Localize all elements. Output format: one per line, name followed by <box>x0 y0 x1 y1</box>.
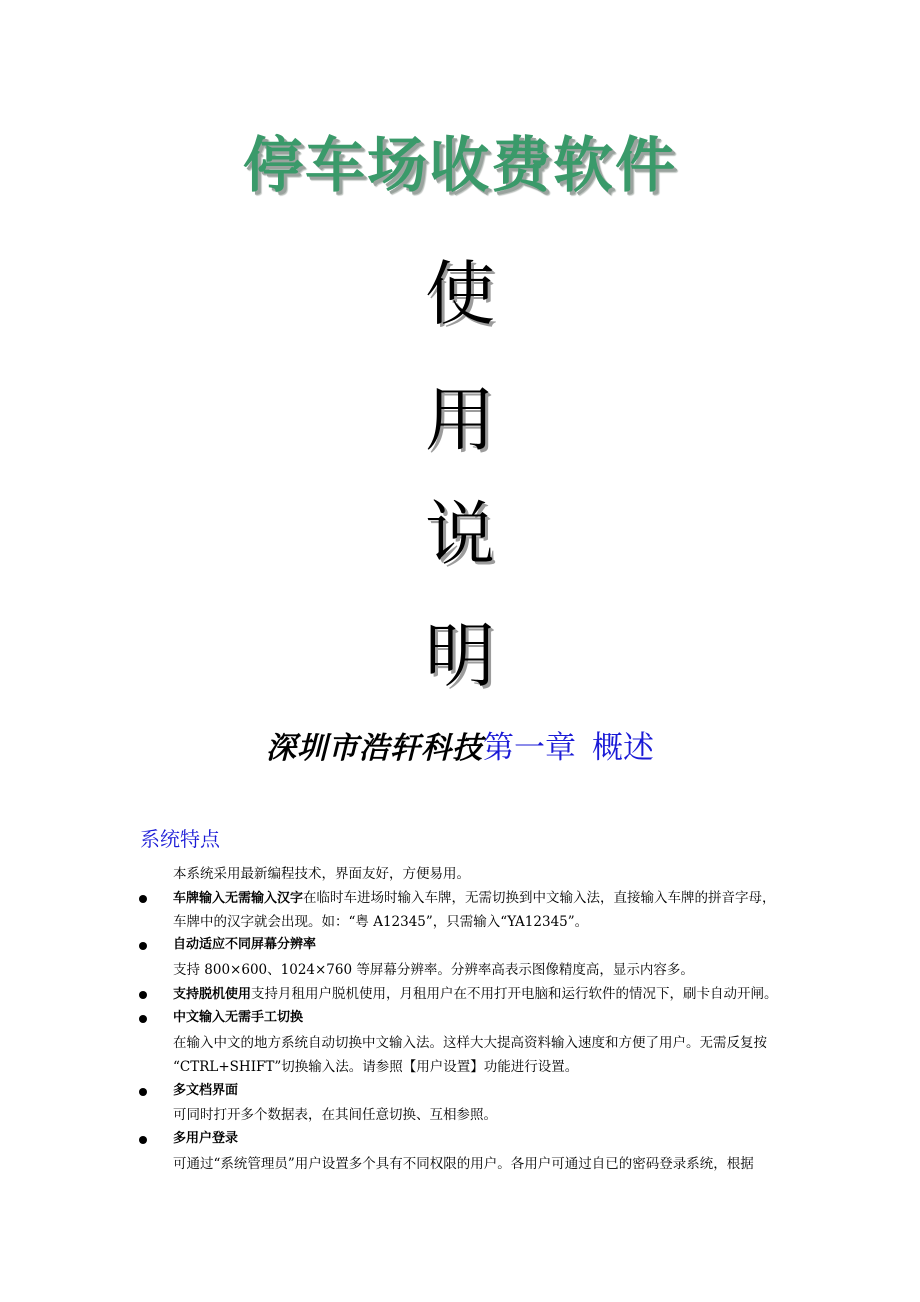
section-intro: 本系统采用最新编程技术，界面友好，方便易用。 <box>173 866 470 882</box>
cover-char-4: 明 <box>425 615 495 697</box>
company-name: 深圳市浩轩科技 <box>266 731 483 766</box>
feature-line <box>173 984 778 1005</box>
bullet-dot <box>139 1015 147 1023</box>
bullet-dot <box>139 1088 147 1096</box>
feature-text: 可同时打开多个数据表，在其间任意切换、互相参照。 <box>173 1107 497 1123</box>
feature-heading: 车牌输入无需输入汉字 <box>173 891 304 906</box>
bullet-dot <box>139 991 147 999</box>
feature-line <box>173 888 776 909</box>
feature-inline-text: 在临时车进场时输入车牌，无需切换到中文输入法，直接输入车牌的拼音字母， <box>303 890 776 906</box>
feature-text: 支持 800×600、1024×760 等屏幕分辨率。分辨率高表示图像精度高，显示内容多。 <box>173 962 694 978</box>
cover-char-2: 用 <box>425 379 495 461</box>
feature-heading: 支持脱机使用 <box>173 987 252 1002</box>
cover-char-1: 使 <box>425 253 495 335</box>
bullet-dot <box>139 895 147 903</box>
document-title: 停车场收费软件 <box>243 131 677 201</box>
feature-text: 可通过“系统管理员”用户设置多个具有不同权限的用户。各用户可通过自已的密码登录系统，根据 <box>173 1156 754 1172</box>
section-title: 系统特点 <box>140 827 220 851</box>
feature-inline-text: 支持月租用户脱机使用，月租用户在不用打开电脑和运行软件的情况下，刷卡自动开闸。 <box>251 986 778 1002</box>
company-chapter-line <box>0 722 920 767</box>
feature-heading: 中文输入无需手工切换 <box>173 1010 304 1025</box>
feature-heading: 多文档界面 <box>173 1083 239 1098</box>
bullet-dot <box>139 942 147 950</box>
feature-heading: 自动适应不同屏幕分辨率 <box>173 937 317 952</box>
feature-text: “CTRL+SHIFT”切换输入法。请参照【用户设置】功能进行设置。 <box>173 1059 579 1075</box>
chapter-number: 第一章 <box>483 730 576 766</box>
cover-char-3: 说 <box>425 493 495 575</box>
feature-text: 车牌中的汉字就会出现。如：“粤 A12345”，只需输入“YA12345”。 <box>173 914 589 930</box>
chapter-title: 概述 <box>592 730 654 766</box>
bullet-dot <box>139 1136 147 1144</box>
feature-heading: 多用户登录 <box>173 1131 239 1146</box>
feature-text: 在输入中文的地方系统自动切换中文输入法。这样大大提高资料输入速度和方便了用户。无需反复按 <box>173 1035 767 1051</box>
